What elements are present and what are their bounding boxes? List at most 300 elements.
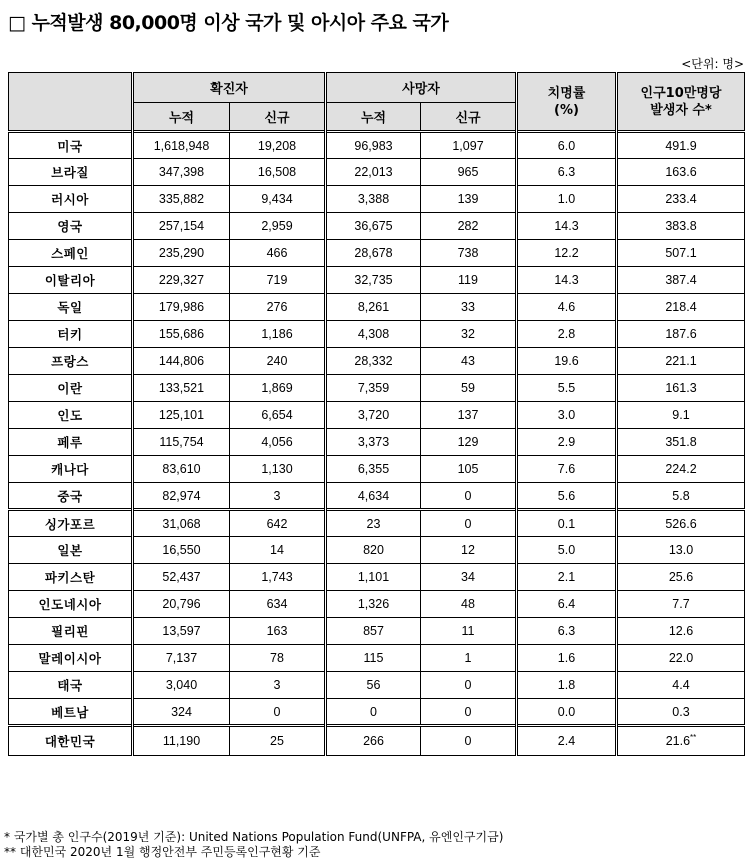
cfr-cell-value: 14.3 <box>554 273 579 287</box>
country-cell <box>9 456 133 483</box>
country-cell <box>9 402 133 429</box>
per100k-cell <box>617 213 745 240</box>
header-per100k-line2: 발생자 수* <box>650 102 712 118</box>
per100k-cell-value: 25.6 <box>668 570 694 584</box>
country-cell <box>9 699 133 726</box>
confirmed-new-cell <box>230 483 326 510</box>
confirmed-cumulative-cell <box>133 456 230 483</box>
deaths-new-cell-value: 282 <box>457 219 479 233</box>
country-cell <box>9 510 133 537</box>
cfr-cell <box>517 213 617 240</box>
deaths-cumulative-cell-value: 56 <box>366 678 381 692</box>
deaths-new-cell <box>421 564 517 591</box>
country-cell <box>9 726 133 756</box>
confirmed-new-cell-value: 14 <box>270 543 284 557</box>
table-row <box>9 483 745 510</box>
per100k-cell <box>617 294 745 321</box>
deaths-cumulative-cell <box>326 321 421 348</box>
confirmed-cumulative-cell <box>133 348 230 375</box>
per100k-cell-value: 21.6 <box>665 734 691 749</box>
cfr-cell-value: 5.0 <box>557 543 576 557</box>
confirmed-cumulative-cell-value: 257,154 <box>158 219 205 233</box>
cfr-cell-value: 1.8 <box>557 678 576 692</box>
deaths-new-cell-value: 59 <box>461 381 475 395</box>
cfr-cell-value: 12.2 <box>554 246 579 260</box>
confirmed-cumulative-cell-value: 16,550 <box>162 543 201 557</box>
deaths-new-cell <box>421 672 517 699</box>
confirmed-cumulative-cell-value: 235,290 <box>158 246 205 260</box>
confirmed-new-cell-value: 78 <box>270 651 284 665</box>
deaths-new-cell-value: 48 <box>461 597 475 611</box>
confirmed-new-cell-value: 1,869 <box>261 381 293 395</box>
country-cell <box>9 375 133 402</box>
confirmed-new-cell <box>230 537 326 564</box>
confirmed-cumulative-cell-value: 179,986 <box>158 300 205 314</box>
per100k-cell <box>617 159 745 186</box>
deaths-new-cell <box>421 294 517 321</box>
confirmed-cumulative-cell <box>133 537 230 564</box>
table-row <box>9 402 745 429</box>
country-cell <box>9 294 133 321</box>
header-per100k <box>617 73 745 132</box>
cfr-cell-value: 2.1 <box>557 570 576 584</box>
confirmed-cumulative-cell-value: 347,398 <box>158 165 205 179</box>
deaths-new-cell-value: 12 <box>461 543 475 557</box>
confirmed-cumulative-cell <box>133 375 230 402</box>
deaths-cumulative-cell-value: 4,308 <box>357 327 390 341</box>
confirmed-new-cell <box>230 645 326 672</box>
country-cell-value: 파키스탄 <box>44 570 96 585</box>
header-confirmed-cumulative: 누적 <box>133 103 230 132</box>
confirmed-cumulative-cell-value: 144,806 <box>158 354 205 368</box>
deaths-new-cell <box>421 591 517 618</box>
confirmed-new-cell <box>230 699 326 726</box>
per100k-cell-value: 507.1 <box>665 246 697 260</box>
confirmed-cumulative-cell-value: 115,754 <box>159 435 204 449</box>
confirmed-new-cell-value: 719 <box>266 273 288 287</box>
confirmed-cumulative-cell-value: 7,137 <box>165 651 198 665</box>
per100k-cell <box>617 267 745 294</box>
cfr-cell <box>517 564 617 591</box>
deaths-cumulative-cell <box>326 213 421 240</box>
cfr-cell <box>517 186 617 213</box>
confirmed-cumulative-cell-value: 20,796 <box>162 597 201 611</box>
deaths-new-cell-value: 119 <box>458 273 478 287</box>
cfr-cell-value: 3.0 <box>557 408 576 422</box>
confirmed-cumulative-cell <box>133 429 230 456</box>
per100k-cell-value: 218.4 <box>665 300 697 314</box>
country-cell-value: 영국 <box>57 219 83 234</box>
per100k-cell-value: 233.4 <box>665 192 697 206</box>
deaths-cumulative-cell-value: 820 <box>363 543 384 557</box>
table-row <box>9 645 745 672</box>
confirmed-new-cell <box>230 186 326 213</box>
confirmed-new-cell <box>230 726 326 756</box>
country-cell-value: 브라질 <box>51 165 89 180</box>
deaths-cumulative-cell-value: 8,261 <box>357 300 390 314</box>
confirmed-new-cell <box>230 213 326 240</box>
table-row <box>9 510 745 537</box>
confirmed-new-cell <box>230 402 326 429</box>
confirmed-cumulative-cell <box>133 510 230 537</box>
per100k-cell <box>617 429 745 456</box>
deaths-cumulative-cell-value: 36,675 <box>354 219 393 233</box>
cfr-cell-value: 2.4 <box>557 734 576 748</box>
deaths-new-cell-value: 0 <box>464 516 472 531</box>
header-per100k-line1: 인구10만명당 <box>640 85 722 101</box>
footnote-population: * 국가별 총 인구수(2019년 기준): United Nations Population Fund(UNFPA, 유엔인구기금) <box>4 830 504 844</box>
per100k-cell <box>617 645 745 672</box>
confirmed-new-cell-value: 240 <box>266 354 288 368</box>
cfr-cell-value: 6.3 <box>557 624 576 638</box>
confirmed-new-cell-value: 3 <box>273 488 281 503</box>
deaths-new-cell-value: 1,097 <box>452 138 484 153</box>
cfr-cell <box>517 402 617 429</box>
header-deaths-new: 신규 <box>421 103 517 132</box>
deaths-cumulative-cell <box>326 456 421 483</box>
per100k-cell-value: 351.8 <box>665 435 697 449</box>
cfr-cell <box>517 132 617 159</box>
cfr-cell <box>517 240 617 267</box>
per100k-cell <box>617 726 745 756</box>
confirmed-new-cell <box>230 348 326 375</box>
deaths-new-cell <box>421 375 517 402</box>
confirmed-new-cell <box>230 591 326 618</box>
country-cell <box>9 645 133 672</box>
deaths-cumulative-cell <box>326 240 421 267</box>
deaths-cumulative-cell-value: 22,013 <box>354 165 393 179</box>
country-cell-value: 캐나다 <box>51 462 89 477</box>
deaths-cumulative-cell-value: 1,326 <box>357 597 390 611</box>
confirmed-cumulative-cell <box>133 321 230 348</box>
confirmed-cumulative-cell <box>133 159 230 186</box>
country-cell <box>9 159 133 186</box>
per100k-cell <box>617 537 745 564</box>
deaths-cumulative-cell-value: 1,101 <box>357 570 390 584</box>
deaths-cumulative-cell-value: 32,735 <box>354 273 393 287</box>
per100k-cell <box>617 483 745 510</box>
confirmed-new-cell-value: 163 <box>266 624 288 638</box>
cfr-cell <box>517 294 617 321</box>
per100k-cell-value: 221.1 <box>665 354 697 368</box>
cfr-cell <box>517 537 617 564</box>
deaths-cumulative-cell <box>326 510 421 537</box>
country-cell <box>9 591 133 618</box>
header-cfr <box>517 73 617 132</box>
confirmed-new-cell-value: 19,208 <box>257 138 297 153</box>
deaths-cumulative-cell <box>326 186 421 213</box>
deaths-cumulative-cell <box>326 726 421 756</box>
cfr-cell-value: 1.6 <box>557 651 576 665</box>
deaths-new-cell-value: 0 <box>464 704 472 719</box>
confirmed-cumulative-cell <box>133 726 230 756</box>
confirmed-cumulative-cell-value: 133,521 <box>158 381 205 395</box>
deaths-cumulative-cell <box>326 294 421 321</box>
deaths-cumulative-cell <box>326 483 421 510</box>
header-confirmed-new: 신규 <box>230 103 326 132</box>
confirmed-cumulative-cell <box>133 699 230 726</box>
deaths-cumulative-cell-value: 6,355 <box>357 462 390 476</box>
deaths-cumulative-cell <box>326 375 421 402</box>
cfr-cell <box>517 348 617 375</box>
table-row <box>9 618 745 645</box>
cfr-cell-value: 4.6 <box>557 300 576 314</box>
table-row <box>9 726 745 756</box>
confirmed-cumulative-cell <box>133 645 230 672</box>
confirmed-cumulative-cell-value: 52,437 <box>162 570 201 584</box>
deaths-new-cell-value: 139 <box>457 192 479 206</box>
per100k-cell-value: 7.7 <box>672 597 690 611</box>
confirmed-new-cell-value: 6,654 <box>261 408 293 422</box>
per100k-cell-value: 187.6 <box>665 327 697 341</box>
header-deaths-cumulative: 누적 <box>326 103 421 132</box>
per100k-cell-value: 161.3 <box>665 381 697 395</box>
deaths-cumulative-cell <box>326 645 421 672</box>
cfr-cell <box>517 645 617 672</box>
country-cell <box>9 483 133 510</box>
deaths-new-cell-value: 0 <box>464 678 472 692</box>
country-cell-value: 미국 <box>57 138 83 154</box>
confirmed-cumulative-cell-value: 1,618,948 <box>153 138 210 153</box>
header-cfr-line2: (%) <box>554 102 579 118</box>
country-cell <box>9 213 133 240</box>
confirmed-new-cell <box>230 375 326 402</box>
confirmed-new-cell <box>230 132 326 159</box>
confirmed-new-cell <box>230 294 326 321</box>
deaths-cumulative-cell-value: 3,720 <box>357 408 390 422</box>
per100k-cell <box>617 699 745 726</box>
confirmed-new-cell <box>230 510 326 537</box>
country-cell-value: 대한민국 <box>44 734 96 749</box>
deaths-cumulative-cell <box>326 348 421 375</box>
cfr-cell <box>517 456 617 483</box>
deaths-new-cell <box>421 348 517 375</box>
cfr-cell-value: 19.6 <box>554 354 579 368</box>
covid-country-table <box>8 72 745 756</box>
confirmed-cumulative-cell-value: 11,190 <box>162 734 201 748</box>
deaths-cumulative-cell <box>326 699 421 726</box>
deaths-new-cell <box>421 537 517 564</box>
confirmed-cumulative-cell-value: 125,101 <box>158 408 205 422</box>
cfr-cell-value: 14.3 <box>554 219 579 233</box>
confirmed-new-cell-value: 2,959 <box>261 219 293 233</box>
per100k-cell-value: 163.6 <box>665 165 697 179</box>
per100k-cell <box>617 618 745 645</box>
confirmed-new-cell <box>230 159 326 186</box>
header-deaths: 사망자 <box>326 73 517 103</box>
header-country <box>9 73 133 132</box>
unit-label: <단위: 명> <box>681 57 744 71</box>
country-cell-value: 페루 <box>57 435 83 450</box>
country-cell <box>9 321 133 348</box>
deaths-cumulative-cell-value: 115 <box>363 651 384 665</box>
confirmed-cumulative-cell-value: 13,597 <box>162 624 201 638</box>
deaths-new-cell <box>421 699 517 726</box>
confirmed-cumulative-cell <box>133 240 230 267</box>
country-cell <box>9 348 133 375</box>
per100k-cell <box>617 321 745 348</box>
country-cell-value: 러시아 <box>51 192 89 207</box>
table-row <box>9 213 745 240</box>
confirmed-cumulative-cell <box>133 132 230 159</box>
confirmed-cumulative-cell <box>133 591 230 618</box>
per100k-cell <box>617 672 745 699</box>
country-cell <box>9 564 133 591</box>
confirmed-cumulative-cell <box>133 483 230 510</box>
cfr-cell <box>517 321 617 348</box>
country-cell-value: 독일 <box>57 300 83 315</box>
deaths-new-cell-value: 32 <box>461 327 475 341</box>
deaths-new-cell <box>421 186 517 213</box>
confirmed-cumulative-cell-value: 335,882 <box>158 192 205 206</box>
cfr-cell-value: 6.3 <box>557 165 576 179</box>
confirmed-new-cell-value: 276 <box>266 300 288 314</box>
confirmed-cumulative-cell-value: 155,686 <box>158 327 205 341</box>
confirmed-cumulative-cell <box>133 267 230 294</box>
deaths-cumulative-cell <box>326 618 421 645</box>
deaths-new-cell-value: 43 <box>461 354 475 368</box>
confirmed-new-cell-value: 0 <box>273 704 281 719</box>
cfr-cell <box>517 483 617 510</box>
table-row <box>9 348 745 375</box>
per100k-cell <box>617 591 745 618</box>
per100k-cell <box>617 186 745 213</box>
deaths-new-cell <box>421 132 517 159</box>
country-cell-value: 필리핀 <box>51 624 89 639</box>
deaths-cumulative-cell <box>326 429 421 456</box>
cfr-cell <box>517 672 617 699</box>
cfr-cell <box>517 159 617 186</box>
per100k-cell <box>617 375 745 402</box>
table-row <box>9 456 745 483</box>
deaths-new-cell-value: 34 <box>461 570 475 584</box>
country-cell-value: 터키 <box>57 327 83 342</box>
cfr-cell-value: 2.9 <box>557 435 576 449</box>
confirmed-cumulative-cell-value: 83,610 <box>162 462 201 476</box>
cfr-cell-value: 2.8 <box>557 327 576 341</box>
confirmed-new-cell-value: 466 <box>266 246 288 260</box>
confirmed-new-cell-value: 16,508 <box>257 165 297 179</box>
confirmed-new-cell <box>230 240 326 267</box>
cfr-cell <box>517 726 617 756</box>
per100k-cell <box>617 456 745 483</box>
per100k-cell-value: 491.9 <box>665 138 697 153</box>
confirmed-new-cell-value: 3 <box>273 678 281 692</box>
deaths-cumulative-cell-value: 857 <box>363 624 384 638</box>
deaths-new-cell <box>421 456 517 483</box>
country-cell-value: 싱가포르 <box>44 516 96 532</box>
per100k-cell-value: 4.4 <box>672 678 690 692</box>
cfr-cell-value: 5.5 <box>557 381 576 395</box>
country-cell-value: 베트남 <box>51 704 89 720</box>
page-title: □ 누적발생 80,000명 이상 국가 및 아시아 주요 국가 <box>8 12 449 34</box>
header-row-1 <box>9 73 745 103</box>
confirmed-cumulative-cell-value: 324 <box>171 704 192 719</box>
deaths-new-cell-value: 11 <box>461 624 475 638</box>
per100k-cell-value: 9.1 <box>672 408 690 422</box>
per100k-cell <box>617 564 745 591</box>
per100k-cell <box>617 348 745 375</box>
deaths-cumulative-cell <box>326 672 421 699</box>
deaths-new-cell <box>421 483 517 510</box>
confirmed-new-cell <box>230 267 326 294</box>
confirmed-cumulative-cell-value: 82,974 <box>162 488 201 503</box>
confirmed-cumulative-cell <box>133 402 230 429</box>
confirmed-new-cell <box>230 564 326 591</box>
country-cell <box>9 537 133 564</box>
deaths-new-cell <box>421 429 517 456</box>
confirmed-new-cell-value: 1,743 <box>261 570 293 584</box>
per100k-cell-value: 224.2 <box>665 462 697 476</box>
deaths-new-cell-value: 105 <box>457 462 479 476</box>
footnotes <box>4 830 503 860</box>
header-cfr-line1: 치명률 <box>547 85 586 101</box>
country-cell-value: 스페인 <box>51 246 89 261</box>
deaths-cumulative-cell <box>326 537 421 564</box>
per100k-cell <box>617 132 745 159</box>
deaths-new-cell <box>421 321 517 348</box>
country-cell <box>9 618 133 645</box>
deaths-cumulative-cell-value: 0 <box>370 704 377 719</box>
confirmed-new-cell-value: 642 <box>266 516 288 531</box>
per100k-cell-value: 387.4 <box>665 273 697 287</box>
deaths-new-cell <box>421 645 517 672</box>
country-cell-value: 말레이시아 <box>38 651 102 666</box>
country-cell <box>9 429 133 456</box>
deaths-new-cell <box>421 402 517 429</box>
confirmed-new-cell-value: 1,186 <box>261 327 293 341</box>
per100k-cell <box>617 240 745 267</box>
deaths-cumulative-cell-value: 23 <box>366 516 381 531</box>
per100k-cell-value: 383.8 <box>665 219 697 233</box>
deaths-cumulative-cell-value: 28,678 <box>354 246 393 260</box>
country-cell <box>9 186 133 213</box>
cfr-cell <box>517 510 617 537</box>
cfr-cell <box>517 267 617 294</box>
cfr-cell <box>517 375 617 402</box>
country-cell <box>9 132 133 159</box>
deaths-cumulative-cell <box>326 564 421 591</box>
country-cell-value: 중국 <box>57 488 83 504</box>
confirmed-cumulative-cell <box>133 672 230 699</box>
table-row <box>9 186 745 213</box>
deaths-new-cell-value: 0 <box>464 734 472 748</box>
table-body <box>9 132 745 756</box>
deaths-cumulative-cell-value: 7,359 <box>357 381 390 395</box>
deaths-new-cell-value: 738 <box>457 246 479 260</box>
cfr-cell-value: 7.6 <box>557 462 576 476</box>
cfr-cell <box>517 591 617 618</box>
table-row <box>9 294 745 321</box>
confirmed-cumulative-cell <box>133 294 230 321</box>
per100k-cell <box>617 510 745 537</box>
deaths-cumulative-cell <box>326 267 421 294</box>
cfr-cell-value: 0.1 <box>557 516 576 531</box>
table-row <box>9 672 745 699</box>
per100k-cell-value: 5.8 <box>672 488 690 503</box>
deaths-new-cell <box>421 267 517 294</box>
per100k-cell <box>617 402 745 429</box>
table-row <box>9 132 745 159</box>
confirmed-cumulative-cell <box>133 618 230 645</box>
confirmed-new-cell-value: 4,056 <box>261 435 293 449</box>
deaths-cumulative-cell-value: 4,634 <box>357 488 390 503</box>
deaths-cumulative-cell-value: 28,332 <box>354 354 393 368</box>
confirmed-cumulative-cell-value: 229,327 <box>158 273 205 287</box>
confirmed-cumulative-cell <box>133 186 230 213</box>
country-cell <box>9 240 133 267</box>
deaths-new-cell-value: 965 <box>457 165 479 179</box>
